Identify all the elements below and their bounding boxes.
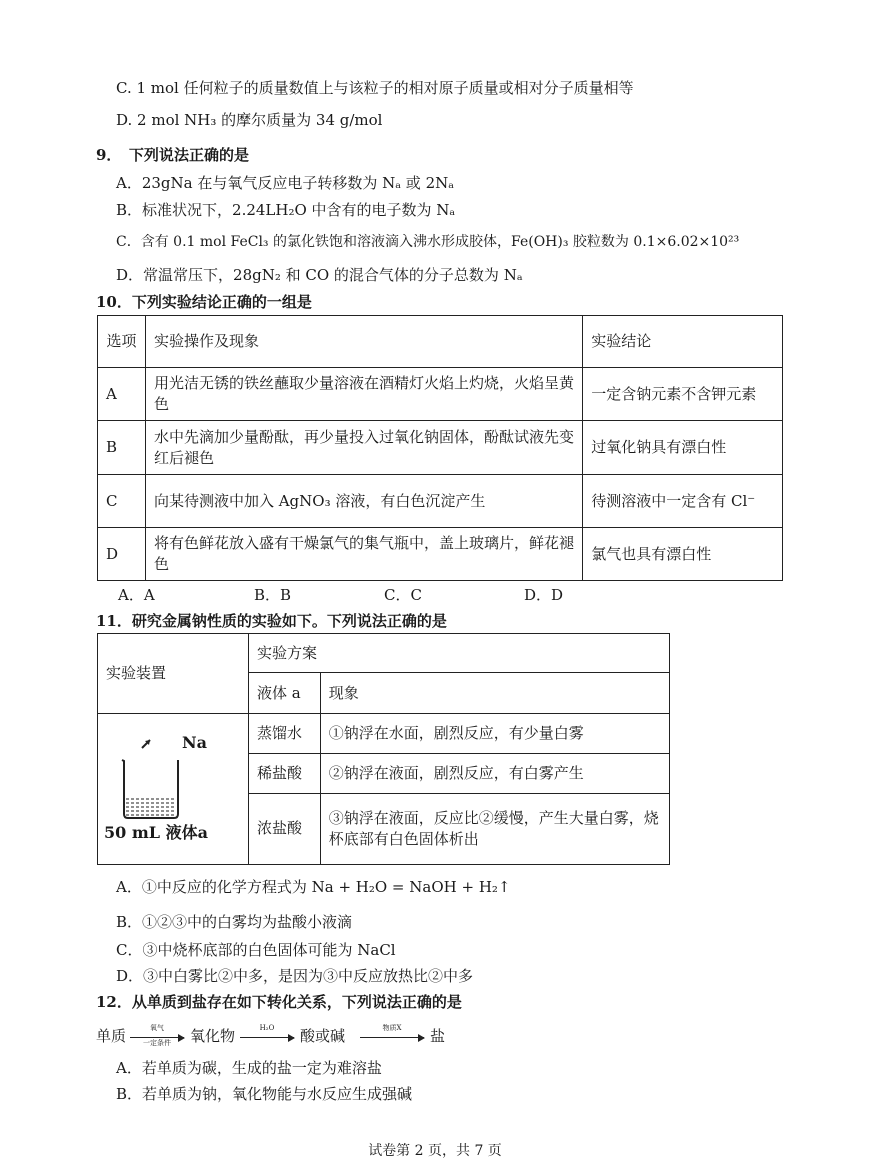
q10-row-option: A: [98, 368, 146, 421]
flow-arrow-1-bottom: 一定条件: [143, 1039, 171, 1047]
q10-answer-d: D．D: [524, 586, 564, 604]
flow-arrow-1-top: 氧气: [150, 1024, 164, 1032]
sodium-label: Na: [182, 733, 207, 752]
q11-header-device: 实验装置: [98, 634, 249, 714]
q10-header-option: 选项: [98, 316, 146, 368]
q10-row-option: C: [98, 475, 146, 528]
q8-option-c: C. 1 mol 任何粒子的质量数值上与该粒子的相对原子质量或相对分子质量相等: [116, 79, 634, 97]
q11-table: [97, 633, 670, 865]
flow-arrow-2-top: H₂O: [259, 1024, 275, 1032]
q10-answer-b: B．B: [254, 586, 292, 604]
q11-row-phenomenon: ③钠浮在液面，反应比②缓慢，产生大量白雾，烧杯底部有白色固体析出: [320, 793, 669, 864]
q11-row-phenomenon: ①钠浮在水面，剧烈反应，有少量白雾: [320, 714, 669, 754]
table-row: [98, 368, 783, 421]
q10-row-operation: 将有色鲜花放入盛有干燥氯气的集气瓶中，盖上玻璃片，鲜花褪色: [145, 528, 582, 581]
q10-row-option: B: [98, 421, 146, 475]
q12-stem: 12．从单质到盐存在如下转化关系，下列说法正确的是: [96, 993, 462, 1011]
flow-substance-3: 酸或碱: [300, 1027, 346, 1045]
flow-substance-1: 单质: [96, 1027, 127, 1045]
q11-header-phenomenon: 现象: [320, 673, 669, 714]
q10-header-conclusion: 实验结论: [583, 316, 783, 368]
q10-header-operation: 实验操作及现象: [145, 316, 582, 368]
q10-row-operation: 水中先滴加少量酚酞，再少量投入过氧化钠固体，酚酞试液先变红后褪色: [145, 421, 582, 475]
q11-row-liquid: 浓盐酸: [249, 793, 321, 864]
q10-row-conclusion: 一定含钠元素不含钾元素: [583, 368, 783, 421]
flow-arrow-3: [360, 1037, 424, 1038]
q9-option-a: A．23gNa 在与氧气反应电子转移数为 Nₐ 或 2Nₐ: [116, 174, 455, 192]
q10-header-row: [98, 316, 783, 368]
q10-row-operation: 向某待测液中加入 AgNO₃ 溶液，有白色沉淀产生: [145, 475, 582, 528]
table-row: [98, 475, 783, 528]
q11-header-plan: 实验方案: [249, 634, 670, 673]
q12-option-a: A．若单质为碳，生成的盐一定为难溶盐: [116, 1059, 382, 1077]
q11-option-b: B．①②③中的白雾均为盐酸小液滴: [116, 913, 353, 931]
table-row: [98, 421, 783, 475]
q8-option-d: D. 2 mol NH₃ 的摩尔质量为 34 g/mol: [116, 111, 383, 129]
table-row: [98, 528, 783, 581]
q11-option-c: C．③中烧杯底部的白色固体可能为 NaCl: [116, 941, 396, 959]
flow-arrow-2: [240, 1037, 294, 1038]
q11-row-liquid: 稀盐酸: [249, 754, 321, 793]
page-footer: 试卷第 2 页，共 7 页: [368, 1143, 502, 1159]
q9-option-c: C．含有 0.1 mol FeCl₃ 的氯化铁饱和溶液滴入沸水形成胶体，Fe(OH)₃ 胶粒数为 0.1×6.02×10²³: [116, 234, 740, 250]
q11-row-liquid: 蒸馏水: [249, 714, 321, 754]
flow-arrow-1: [130, 1037, 184, 1038]
q10-table: [97, 315, 783, 581]
q11-header-liquid: 液体 a: [249, 673, 321, 714]
q11-option-a: A．①中反应的化学方程式为 Na + H₂O = NaOH + H₂↑: [116, 878, 511, 896]
q12-option-b: B．若单质为钠，氧化物能与水反应生成强碱: [116, 1085, 413, 1103]
beaker-figure-cell: [98, 714, 249, 865]
q10-row-conclusion: 待测溶液中一定含有 Cl⁻: [583, 475, 783, 528]
q10-stem: 10．下列实验结论正确的一组是: [96, 293, 312, 311]
q11-option-d: D．③中白雾比②中多，是因为③中反应放热比②中多: [116, 967, 474, 985]
flow-substance-2: 氧化物: [190, 1027, 236, 1045]
flow-substance-4: 盐: [430, 1027, 446, 1045]
q11-stem: 11．研究金属钠性质的实验如下。下列说法正确的是: [96, 612, 447, 630]
q10-row-conclusion: 过氧化钠具有漂白性: [583, 421, 783, 475]
table-row: [98, 714, 670, 754]
q10-row-conclusion: 氯气也具有漂白性: [583, 528, 783, 581]
q10-answer-a: A．A: [118, 586, 155, 604]
beaker-caption: 50 mL 液体a: [104, 823, 208, 842]
flow-arrow-3-top: 物质X: [382, 1024, 402, 1032]
q10-row-operation: 用光洁无锈的铁丝蘸取少量溶液在酒精灯火焰上灼烧，火焰呈黄色: [145, 368, 582, 421]
q11-row-phenomenon: ②钠浮在液面，剧烈反应，有白雾产生: [320, 754, 669, 793]
q10-row-option: D: [98, 528, 146, 581]
q9-option-b: B．标准状况下，2.24LH₂O 中含有的电子数为 Nₐ: [116, 201, 456, 219]
q10-answer-c: C．C: [384, 586, 422, 604]
q9-option-d: D．常温常压下，28gN₂ 和 CO 的混合气体的分子总数为 Nₐ: [116, 266, 523, 284]
conversion-flow: [96, 1026, 536, 1050]
q9-stem: 9． 下列说法正确的是: [96, 146, 249, 164]
